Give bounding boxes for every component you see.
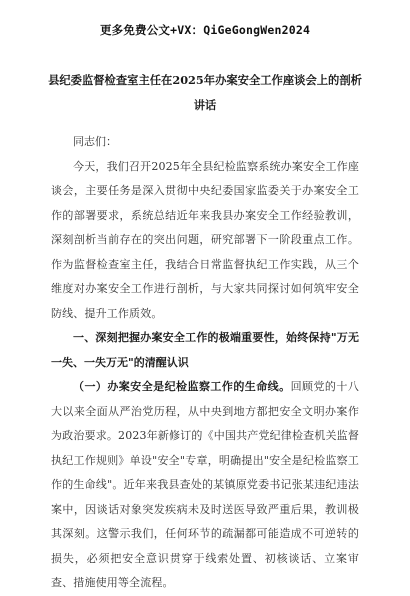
subsection-paragraph-1 bbox=[51, 375, 359, 596]
watermark-header: 更多免费公文+VX：QiGeGongWen2024 bbox=[99, 23, 311, 37]
subsection-body-1: 回顾党的十八大以来全面从严治党历程，从中央到地方都把安全文明办案作为政治要求。2023年新修订的《中国共产党纪律检查机关监督执纪工作规则》单设"安全"专章，明确提出"安全是纪检监察工作的生命线"。近年来我县查处的某镇原党委书记张某违纪违法案中，因谈话对象突发疾病未及时送医导致严重后果，教训极其深刻。这警示我们，任何环节的疏漏都可能造成不可逆转的损失，必须把安全意识贯穿于线索处置、初核谈话、立案审查、措施使用等全流程。 bbox=[51, 380, 359, 589]
subsection-heading-1: （一）办案安全是纪检监察工作的生命线。 bbox=[73, 380, 291, 393]
document-title: 县纪委监督检查室主任在2025年办案安全工作座谈会上的剖析讲话 bbox=[48, 73, 362, 112]
section-heading-1: 一、深刻把握办案安全工作的极端重要性，始终保持"万无一失、一失万无"的清醒认识 bbox=[51, 331, 359, 369]
intro-paragraph: 今天，我们召开2025年全县纪检监察系统办案安全工作座谈会，主要任务是深入贯彻中央纪委国家监委关于办案安全工作的部署要求，系统总结近年来我县办案安全工作经验教训，深刻剖析当前存在的突出问题，研究部署下一阶段重点工作。作为监督检查室主任，我结合日常监督执纪工作实践，从三个维度对办案安全工作进行剖析，与大家共同探讨如何筑牢安全防线、提升工作质效。 bbox=[51, 159, 359, 320]
greeting: 同志们： bbox=[73, 135, 117, 148]
